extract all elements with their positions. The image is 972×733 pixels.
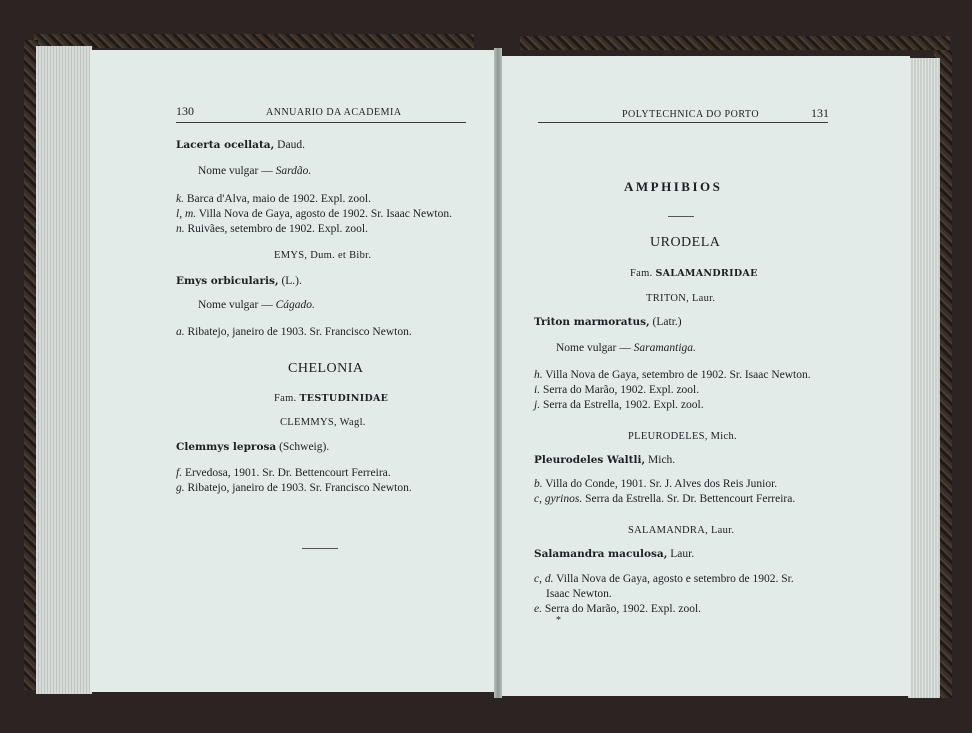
record-key: c, gyrinos. [534,493,583,505]
record-key: e. [534,603,542,615]
running-head: ANNUARIO DA ACADEMIA [266,107,402,118]
record-line [534,477,777,491]
header-rule [538,122,828,123]
record-text: Ribatejo, janeiro de 1903. Sr. Francisco Newton. [187,326,412,338]
record-key: n. [176,223,185,235]
page-number: 130 [176,104,194,118]
order-heading: CHELONIA [288,361,364,376]
genus-heading: PLEURODELES, Mich. [628,431,737,442]
class-title: AMPHIBIOS [624,179,723,194]
end-rule [302,548,338,549]
record-text: Isaac Newton. [546,588,612,600]
record-text: Villa Nova de Gaya, setembro de 1902. Sr. Isaac Newton. [545,369,811,381]
common-name-line [198,164,311,178]
record-line [176,207,452,221]
species-author: Daud. [277,139,305,151]
common-name-label: Nome vulgar — [198,165,273,177]
record-line [546,587,612,601]
book-gutter [494,48,502,698]
record-line [534,383,699,397]
title-rule [668,216,694,217]
species-entry [534,547,694,561]
record-text: Villa Nova de Gaya, agosto e setembro de 1902. Sr. [556,573,794,585]
record-key: g. [176,482,185,494]
record-line [534,492,795,506]
order-heading: URODELA [650,235,721,250]
record-text: Villa do Conde, 1901. Sr. J. Alves dos Reis Junior. [545,478,778,490]
record-line [176,466,391,480]
species-name: Emys orbicularis, [176,275,279,287]
record-line [176,222,368,236]
family-name: TESTUDINIDAE [299,393,389,404]
species-name: Triton marmoratus, [534,316,650,328]
record-text: Ervedosa, 1901. Sr. Dr. Bettencourt Ferreira. [184,467,391,479]
signature-mark: * [556,615,561,626]
record-key: f. [176,467,183,479]
genus-heading: EMYS, Dum. et Bibr. [274,250,372,261]
species-name: Salamandra maculosa, [534,548,668,560]
species-author: Laur. [670,548,695,560]
record-line [534,368,811,382]
family-heading [274,392,388,406]
record-text: Serra do Marão, 1902. Expl. zool. [544,603,702,615]
header-rule [176,122,466,123]
record-key: a. [176,326,185,338]
species-entry [534,453,675,467]
species-name: Pleurodeles Waltli, [534,454,646,466]
running-head: POLYTECHNICA DO PORTO [622,109,760,120]
record-text: Serra da Estrella. Sr. Dr. Bettencourt Ferreira. [585,493,796,505]
common-name-value: Saramantiga. [633,342,696,354]
page-edges-left [36,46,92,694]
species-entry [176,274,302,288]
species-entry [534,315,682,329]
species-author: Mich. [648,454,676,466]
record-key: k. [176,193,184,205]
family-heading [630,267,758,281]
common-name-line [198,298,315,312]
book-cover-top-right [520,36,950,50]
record-key: h. [534,369,543,381]
page-edges-right [908,58,940,698]
record-line [176,325,412,339]
genus-heading: TRITON, Laur. [646,293,716,304]
genus-heading: CLEMMYS, Wagl. [280,417,366,428]
record-key: i. [534,384,541,396]
record-key: b. [534,478,543,490]
page-number: 131 [811,106,829,120]
record-text: Serra da Estrella, 1902. Expl. zool. [542,399,704,411]
family-name: SALAMANDRIDAE [655,268,758,279]
common-name-line [556,341,696,355]
record-line [176,192,371,206]
species-name: Clemmys leprosa [176,441,277,453]
record-key: c, d. [534,573,554,585]
species-author: (Schweig). [279,441,330,453]
species-author: (Latr.) [652,316,682,328]
species-name: Lacerta ocellata, [176,139,275,151]
common-name-label: Nome vulgar — [198,299,273,311]
record-line [534,572,794,586]
family-prefix: Fam. [274,393,297,404]
record-text: Ribatejo, janeiro de 1903. Sr. Francisco Newton. [187,482,412,494]
left-page [90,50,496,692]
common-name-value: Cágado. [275,299,315,311]
genus-heading: SALAMANDRA, Laur. [628,525,735,536]
record-text: Villa Nova de Gaya, agosto de 1902. Sr. Isaac Newton. [198,208,452,220]
record-text: Barca d'Alva, maio de 1902. Expl. zool. [186,193,371,205]
record-line [534,398,704,412]
record-text: Ruivães, setembro de 1902. Expl. zool. [187,223,368,235]
record-text: Serra do Marão, 1902. Expl. zool. [542,384,700,396]
right-page [500,56,910,696]
species-entry [176,440,329,454]
record-line [176,481,412,495]
species-entry [176,138,305,152]
book-cover-top-left [34,34,474,48]
common-name-value: Sardão. [275,165,312,177]
species-author: (L.). [281,275,302,287]
record-key: l, m. [176,208,197,220]
record-key: j. [534,399,541,411]
family-prefix: Fam. [630,268,653,279]
common-name-label: Nome vulgar — [556,342,631,354]
